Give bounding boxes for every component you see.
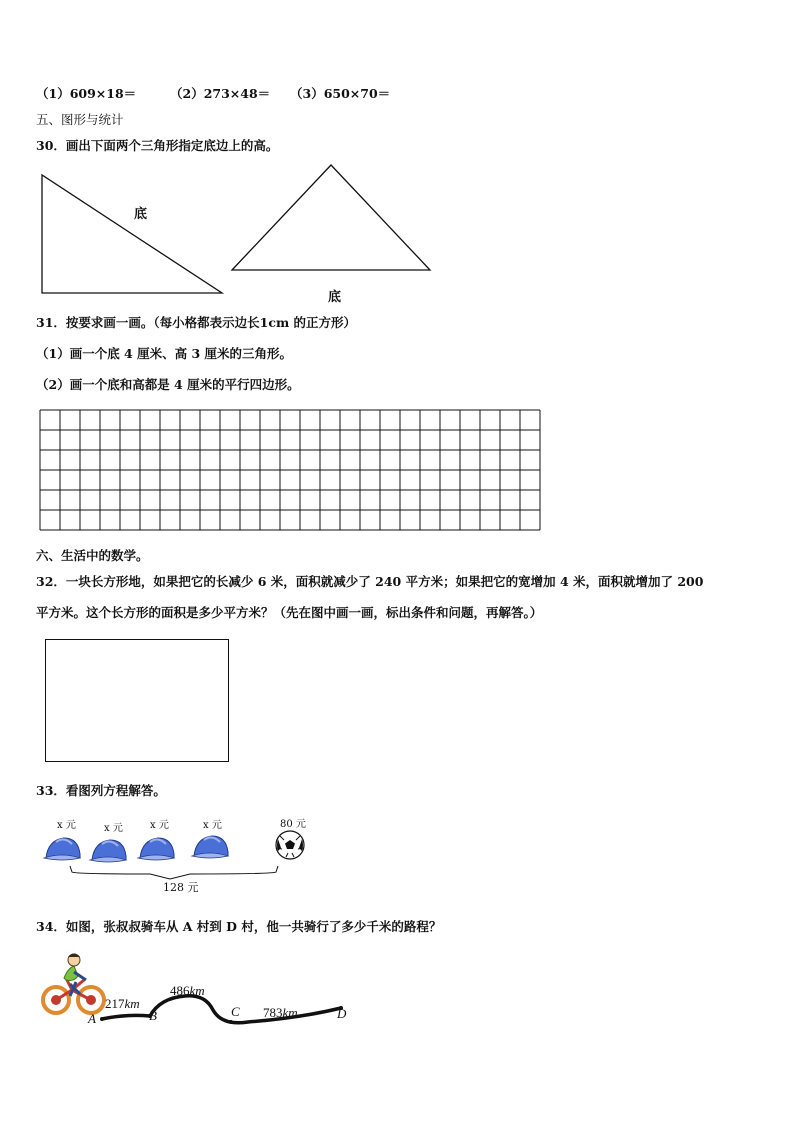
question-33-text: 33．看图列方程解答。 [36,783,166,798]
question-32-line2: 平方米。这个长方形的面积是多少平方米？（先在图中画一画，标出条件和问题，再解答。） [36,605,543,620]
distance-cd-unit: km [282,1005,298,1020]
question-31-sub2: （2）画一个底和高都是 4 厘米的平行四边形。 [36,377,300,392]
distance-cd-value: 783 [263,1005,283,1020]
section-title-6: 六、生活中的数学。 [36,548,149,563]
distance-bc-unit: km [189,983,205,998]
calc-item-2: （2）273×48＝ [170,86,271,101]
cap-price-4: x 元 [203,820,222,831]
calc-item-3: （3）650×70＝ [290,86,391,101]
point-c-label: C [231,1004,240,1019]
cap-price-2: x 元 [104,823,123,834]
point-b-label: B [149,1008,157,1023]
question-30-text: 30．画出下面两个三角形指定底边上的高。 [36,138,279,153]
question-31-sub1: （1）画一个底 4 厘米、高 3 厘米的三角形。 [36,346,293,361]
calc-item-1: （1）609×18＝ [36,86,137,101]
point-d-label: D [337,1006,347,1021]
total-price: 128 元 [163,881,199,894]
distance-bc [170,983,205,999]
question-34-text: 34．如图，张叔叔骑车从 A 村到 D 村，他一共骑行了多少千米的路程？ [36,919,442,934]
cap-price-3: x 元 [150,820,169,831]
section-title-5: 五、图形与统计 [36,112,124,127]
distance-cd [263,1005,298,1021]
ball-price: 80 元 [280,819,306,830]
base-label-right: 底 [328,290,342,305]
cyclist-icon [43,954,104,1014]
cap-price-1: x 元 [57,820,76,831]
point-a-label: A [88,1011,96,1026]
distance-ab-value: 217 [105,996,125,1011]
distance-ab-unit: km [124,996,140,1011]
base-label-left: 底 [134,207,148,222]
distance-bc-value: 486 [170,983,190,998]
question-32-line1: 32．一块长方形地，如果把它的长减少 6 米，面积就减少了 240 平方米；如果把它的宽增加 4 米，面积就增加了 200 [36,574,704,589]
question-31-text: 31．按要求画一画。（每小格都表示边长1cm 的正方形） [36,315,357,330]
distance-ab [105,996,140,1012]
